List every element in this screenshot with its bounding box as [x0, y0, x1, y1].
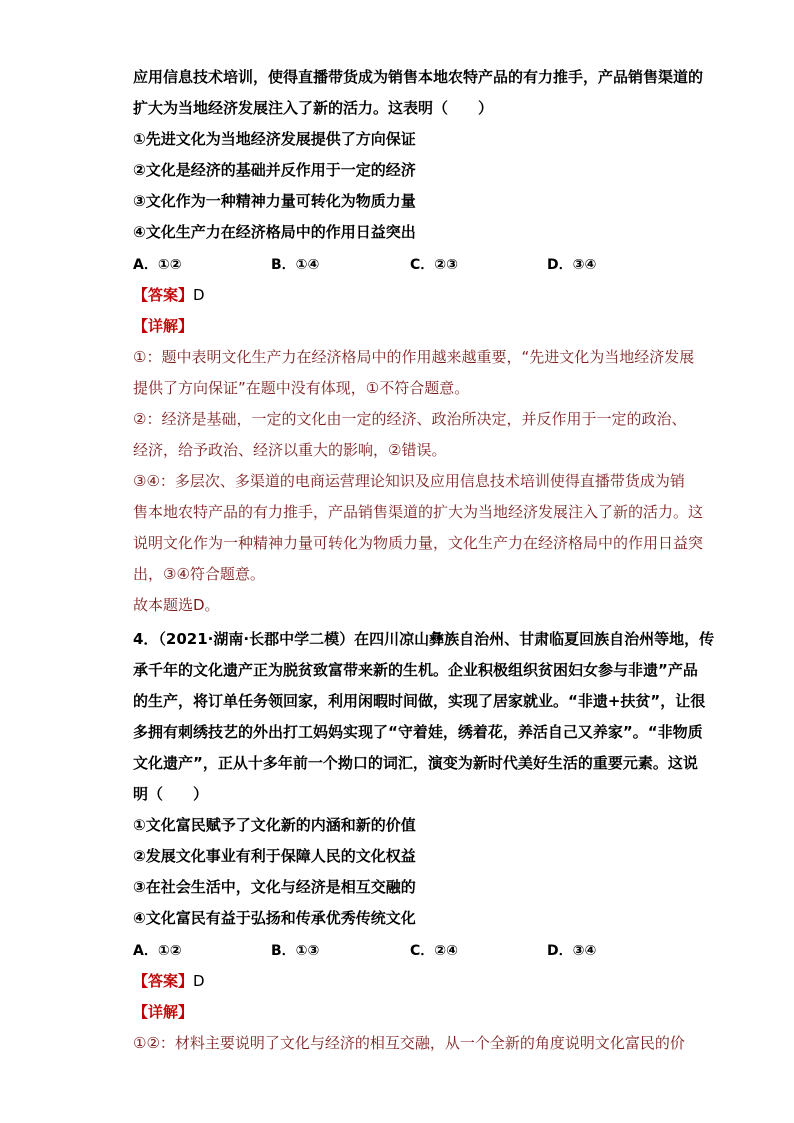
q4-choice-d: D．③④ — [547, 943, 597, 959]
q4-stem-line-4: 多拥有刺绣技艺的外出打工妈妈实现了“守着娃，绣着花，养活自己又养家”。“非物质 — [133, 723, 703, 741]
q4-stem-line-3: 的生产，将订单任务领回家，利用闲暇时间做，实现了居家就业。“非遗+扶贫”，让很 — [133, 692, 706, 710]
q4-stem-line-2: 承千年的文化遗产正为脱贫致富带来新的生机。企业积极组织贫困妇女参与非遗”产品 — [133, 661, 698, 679]
q3-choice-d: D．③④ — [547, 257, 597, 273]
q3-option-3: ③文化作为一种精神力量可转化为物质力量 — [133, 192, 416, 210]
q4-option-2: ②发展文化事业有利于保障人民的文化权益 — [133, 847, 416, 865]
q4-detail-heading: 【详解】 — [133, 1003, 194, 1021]
q4-option-3: ③在社会生活中，文化与经济是相互交融的 — [133, 878, 416, 896]
q3-option-2: ②文化是经济的基础并反作用于一定的经济 — [133, 161, 416, 179]
q3-detail-line-4: 经济，给予政治、经济以重大的影响，②错误。 — [133, 441, 447, 459]
answer-label: 答案 — [148, 286, 179, 304]
detail-label: 详解 — [148, 1003, 179, 1021]
q3-detail-line-1: ①：题中表明文化生产力在经济格局中的作用越来越重要，“先进文化为当地经济发展 — [133, 348, 695, 366]
q3-stem-line-2: 扩大为当地经济发展注入了新的活力。这表明（ ） — [133, 99, 494, 117]
q4-answer: 【答案】D — [133, 972, 205, 990]
q4-stem-line-6: 明（ ） — [133, 785, 209, 803]
answer-value: D — [193, 972, 205, 990]
q3-choice-c: C．②③ — [410, 257, 458, 273]
q3-detail-heading: 【详解】 — [133, 317, 194, 335]
q4-choice-b: B．①③ — [271, 943, 320, 959]
q3-option-1: ①先进文化为当地经济发展提供了方向保证 — [133, 130, 416, 148]
q3-detail-line-8: 出，③④符合题意。 — [133, 565, 265, 583]
q4-option-4: ④文化富民有益于弘扬和传承优秀传统文化 — [133, 909, 416, 927]
q3-choice-b: B．①④ — [271, 257, 320, 273]
q3-answer: 【答案】D — [133, 286, 205, 304]
q3-detail-line-5: ③④：多层次、多渠道的电商运营理论知识及应用信息技术培训使得直播带货成为销 — [133, 472, 685, 490]
q4-stem-line-5: 文化遗产”，正从十多年前一个拗口的词汇，演变为新时代美好生活的重要元素。这说 — [133, 754, 698, 772]
q4-choice-a: A．①② — [133, 943, 182, 959]
answer-value: D — [193, 286, 205, 304]
q4-choice-c: C．②④ — [410, 943, 458, 959]
q3-detail-line-7: 说明文化作为一种精神力量可转化为物质力量，文化生产力在经济格局中的作用日益突 — [133, 534, 704, 552]
q3-choice-a: A．①② — [133, 257, 182, 273]
q3-detail-conclusion: 故本题选D。 — [133, 596, 220, 614]
q3-detail-line-6: 售本地农特产品的有力推手，产品销售渠道的扩大为当地经济发展注入了新的活力。这 — [133, 503, 704, 521]
q4-option-1: ①文化富民赋予了文化新的内涵和新的价值 — [133, 816, 416, 834]
q3-stem-line-1: 应用信息技术培训，使得直播带货成为销售本地农特产品的有力推手，产品销售渠道的 — [133, 68, 704, 86]
q3-option-4: ④文化生产力在经济格局中的作用日益突出 — [133, 223, 416, 241]
detail-label: 详解 — [148, 317, 179, 335]
q3-detail-line-3: ②：经济是基础，一定的文化由一定的经济、政治所决定，并反作用于一定的政治、 — [133, 410, 687, 428]
answer-label: 答案 — [148, 972, 179, 990]
q3-detail-line-2: 提供了方向保证”在题中没有体现，①不符合题意。 — [133, 379, 470, 397]
q4-detail-line-1: ①②：材料主要说明了文化与经济的相互交融，从一个全新的角度说明文化富民的价 — [133, 1034, 685, 1052]
q4-stem-line-1: 4．（2021·湖南·长郡中学二模）在四川凉山彝族自治州、甘肃临夏回族自治州等地，传 — [133, 630, 715, 648]
